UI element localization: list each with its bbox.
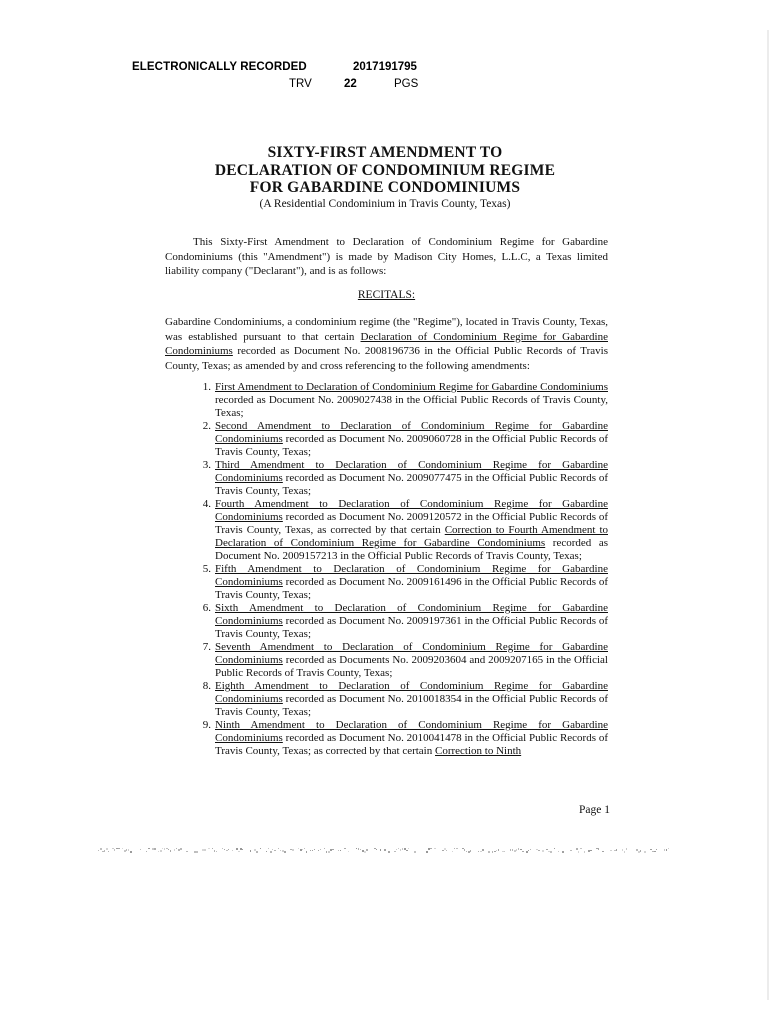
recitals-heading: RECITALS: — [357, 289, 416, 301]
amendment-recording-text: recorded as Document No. 2009077475 in the Official Public Records of Travis County, Texas; — [215, 472, 608, 497]
amendment-number: 6. — [202, 602, 211, 614]
amendment-item — [195, 641, 608, 680]
amendment-title: Sixth Amendment to Declaration of Condominium Regime for Gabardine Condominiums — [215, 602, 608, 627]
amendment-title: Ninth Amendment to Declaration of Condominium Regime for Gabardine Condominiums — [215, 719, 608, 744]
recording-label: ELECTRONICALLY RECORDED — [132, 61, 307, 73]
amendment-title: Third Amendment to Declaration of Condominium Regime for Gabardine Condominiums — [215, 459, 608, 484]
amendment-item — [195, 420, 608, 459]
recitals-text-after: recorded as Document No. 2008196736 in the Official Public Records of Travis County, Texas; as amended by and cross referencing to the following amendments: — [165, 345, 608, 372]
amendment-number: 5. — [202, 563, 211, 575]
document-number: 2017191795 — [353, 61, 417, 73]
amendment-item — [195, 381, 608, 420]
amendment-number: 7. — [202, 641, 211, 653]
amendment-number: 4. — [202, 498, 211, 510]
amendments-list — [195, 381, 608, 758]
amendment-item — [195, 563, 608, 602]
document-title — [120, 144, 650, 210]
amendment-title: Second Amendment to Declaration of Condominium Regime for Gabardine Condominiums — [215, 420, 608, 445]
amendment-number: 8. — [202, 680, 211, 692]
page-count: 22 — [344, 78, 357, 90]
amendment-item — [195, 602, 608, 641]
county-code: TRV — [289, 78, 312, 90]
amendment-title: Fifth Amendment to Declaration of Condominium Regime for Gabardine Condominiums — [215, 563, 608, 588]
declaration-title: Declaration of Condominium Regime for Gabardine Condominiums — [165, 330, 608, 357]
correction-recording-text: recorded as Document No. 2009157213 in the Official Public Records of Travis County, Texas; — [215, 537, 608, 562]
amendment-recording-text: recorded as Documents No. 2009203604 and 2009207165 in the Official Public Records of Travis County, Texas; — [215, 654, 608, 679]
recording-stamp — [132, 60, 452, 94]
amendment-number: 1. — [202, 381, 211, 393]
correction-title: Correction to Ninth — [435, 745, 522, 757]
amendment-recording-text: recorded as Document No. 2009027438 in the Official Public Records of Travis County, Texas; — [215, 394, 608, 419]
intro-paragraph: This Sixty-First Amendment to Declaration of Condominium Regime for Gabardine Condominiums (this "Amendment") is made by Madison City Homes, L.L.C, a Texas limited liability company ("Declarant"), and is as follows: — [165, 236, 608, 277]
pages-label: PGS — [394, 78, 419, 90]
document-subtitle: (A Residential Condominium in Travis County, Texas) — [259, 197, 511, 210]
amendment-title: Eighth Amendment to Declaration of Condominium Regime for Gabardine Condominiums — [215, 680, 608, 705]
amendment-number: 9. — [202, 719, 211, 731]
amendment-recording-text: recorded as Document No. 2009060728 in the Official Public Records of Travis County, Texas; — [215, 433, 608, 458]
scan-edge-marks — [764, 0, 770, 1024]
amendment-item — [195, 459, 608, 498]
amendment-recording-text: recorded as Document No. 2009120572 in the Official Public Records of Travis County, Texas, as corrected by that certain — [215, 511, 608, 536]
amendment-item — [195, 719, 608, 758]
amendment-recording-text: recorded as Document No. 2009161496 in the Official Public Records of Travis County, Texas; — [215, 576, 608, 601]
amendment-recording-text: recorded as Document No. 2009197361 in the Official Public Records of Travis County, Texas; — [215, 615, 608, 640]
recitals-paragraph — [165, 315, 608, 373]
amendment-recording-text: recorded as Document No. 2010018354 in the Official Public Records of Travis County, Texas; — [215, 693, 608, 718]
amendment-item — [195, 498, 608, 563]
amendment-title: Fourth Amendment to Declaration of Condominium Regime for Gabardine Condominiums — [215, 498, 608, 523]
amendment-title: Seventh Amendment to Declaration of Condominium Regime for Gabardine Condominiums — [215, 641, 608, 666]
page-number: Page 1 — [579, 804, 610, 816]
amendment-item — [195, 680, 608, 719]
title-line-3: FOR GABARDINE CONDOMINIUMS — [249, 179, 521, 196]
recitals-text-before: Gabardine Condominiums, a condominium regime (the "Regime"), located in Travis County, Texas, was established pursuant to that certain — [165, 316, 608, 343]
title-line-2: DECLARATION OF CONDOMINIUM REGIME — [214, 161, 556, 179]
amendment-title: First Amendment to Declaration of Condominium Regime for Gabardine Condominiums — [215, 381, 608, 393]
title-line-1: SIXTY-FIRST AMENDMENT TO — [267, 144, 503, 161]
correction-title: Correction to Fourth Amendment to Declaration of Condominium Regime for Gabardine Condominiums — [215, 524, 608, 549]
amendment-number: 3. — [202, 459, 211, 471]
scan-noise-strip — [98, 848, 670, 854]
amendment-recording-text: recorded as Document No. 2010041478 in the Official Public Records of Travis County, Texas; as corrected by that certain — [215, 732, 608, 757]
amendment-number: 2. — [202, 420, 211, 432]
